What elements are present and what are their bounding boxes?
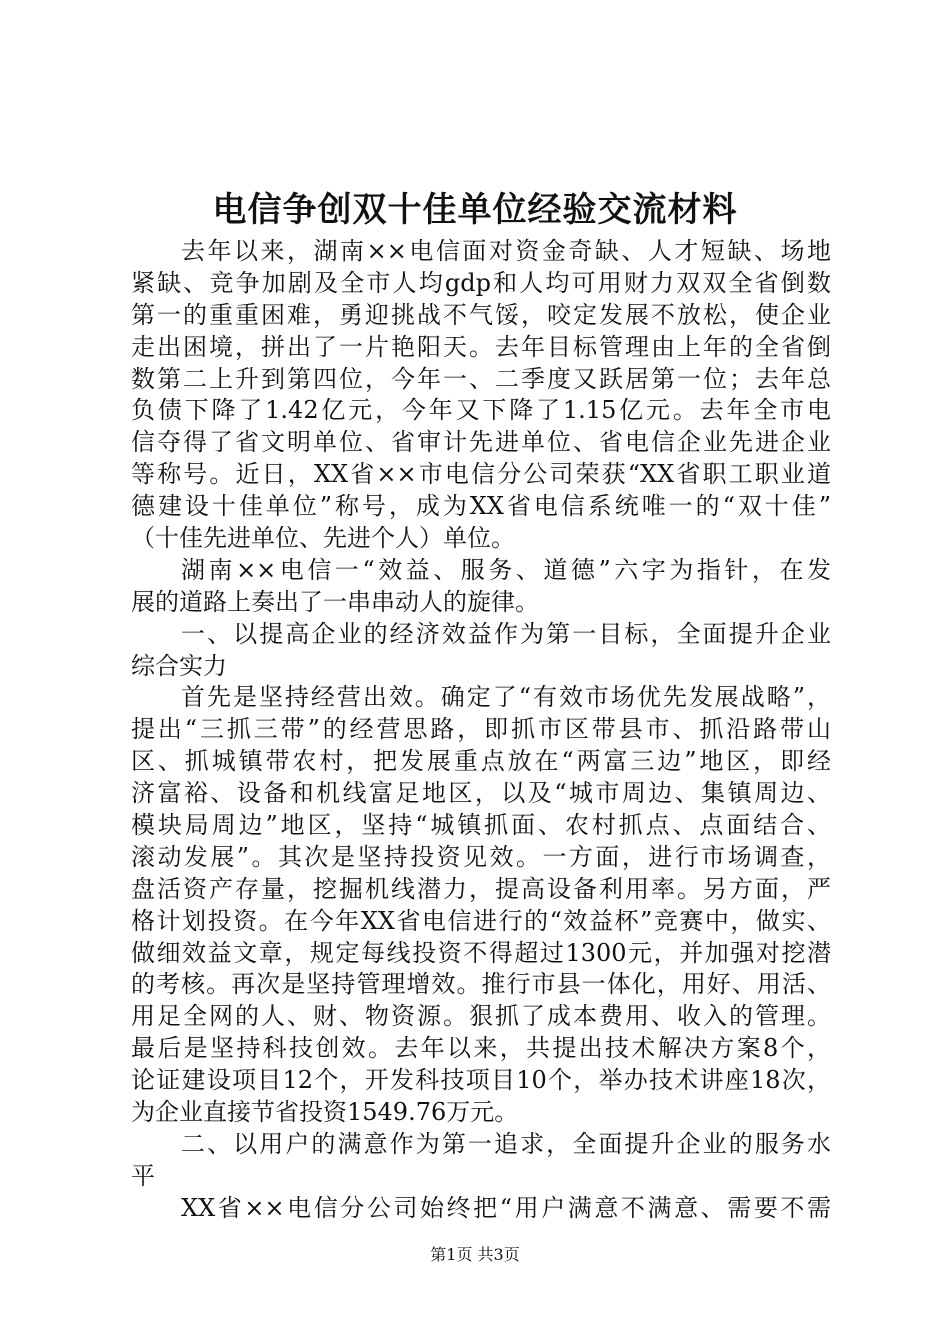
paragraph-line: XX省××电信分公司始终把“用户满意不满意、需要不需 (181, 1193, 831, 1222)
paragraph-line: 用足全网的人、财、物资源。狠抓了成本费用、收入的管理。 (131, 1002, 831, 1031)
paragraph-line: 紧缺、竞争加剧及全市人均gdp和人均可用财力双双全省倒数 (131, 268, 831, 297)
document-title: 电信争创双十佳单位经验交流材料 (212, 190, 738, 230)
page-number-footer: 第1页 共3页 (430, 1245, 520, 1264)
paragraph-line: 论证建设项目12个，开发科技项目10个，举办技术讲座18次， (131, 1066, 831, 1095)
paragraph-line: 盘活资产存量，挖掘机线潜力，提高设备利用率。另方面，严 (131, 874, 831, 903)
paragraph-line: （十佳先进单位、先进个人）单位。 (131, 524, 515, 553)
paragraph-line: 提出“三抓三带”的经营思路，即抓市区带县市、抓沿路带山 (131, 715, 831, 744)
section-heading-line: 一、以提高企业的经济效益作为第一目标，全面提升企业 (181, 619, 831, 648)
paragraph-line: 的考核。再次是坚持管理增效。推行市县一体化，用好、用活、 (131, 970, 831, 999)
paragraph-line: 等称号。近日，XX省××市电信分公司荣获“XX省职工职业道 (131, 460, 831, 489)
paragraph-line: 为企业直接节省投资1549.76万元。 (131, 1098, 519, 1127)
paragraph-line: 区、抓城镇带农村，把发展重点放在“两富三边”地区，即经 (131, 747, 831, 776)
paragraph-line: 滚动发展”。其次是坚持投资见效。一方面，进行市场调查， (131, 842, 831, 871)
paragraph-line: 最后是坚持科技创效。去年以来，共提出技术解决方案8个， (131, 1034, 831, 1063)
paragraph-line: 第一的重重困难，勇迎挑战不气馁，咬定发展不放松，使企业 (131, 300, 831, 329)
document-body (131, 236, 831, 1225)
paragraph-line: 做细效益文章，规定每线投资不得超过1300元，并加强对挖潜 (131, 938, 831, 967)
paragraph-line: 格计划投资。在今年XX省电信进行的“效益杯”竞赛中，做实、 (131, 906, 831, 935)
paragraph-line: 济富裕、设备和机线富足地区，以及“城市周边、集镇周边、 (131, 779, 831, 808)
paragraph-line: 首先是坚持经营出效。确定了“有效市场优先发展战略”， (181, 683, 831, 712)
paragraph-line: 信夺得了省文明单位、省审计先进单位、省电信企业先进企业 (131, 428, 831, 457)
paragraph-line: 去年以来，湖南××电信面对资金奇缺、人才短缺、场地 (181, 237, 831, 265)
paragraph-line: 负债下降了1.42亿元，今年又下降了1.15亿元。去年全市电 (131, 396, 831, 425)
paragraph-line: 数第二上升到第四位，今年一、二季度又跃居第一位；去年总 (131, 364, 831, 393)
section-heading-line: 平 (131, 1161, 155, 1190)
paragraph-line: 模块局周边”地区，坚持“城镇抓面、农村抓点、点面结合、 (131, 811, 831, 840)
paragraph-line: 走出困境，拼出了一片艳阳天。去年目标管理由上年的全省倒 (131, 332, 831, 361)
section-heading-line: 综合实力 (131, 651, 227, 680)
section-heading-line: 二、以用户的满意作为第一追求，全面提升企业的服务水 (181, 1129, 831, 1158)
paragraph-line: 湖南××电信一“效益、服务、道德”六字为指针，在发 (181, 555, 831, 584)
paragraph-line: 展的道路上奏出了一串串动人的旋律。 (131, 587, 539, 616)
paragraph-line: 德建设十佳单位”称号，成为XX省电信系统唯一的“双十佳” (131, 492, 831, 521)
